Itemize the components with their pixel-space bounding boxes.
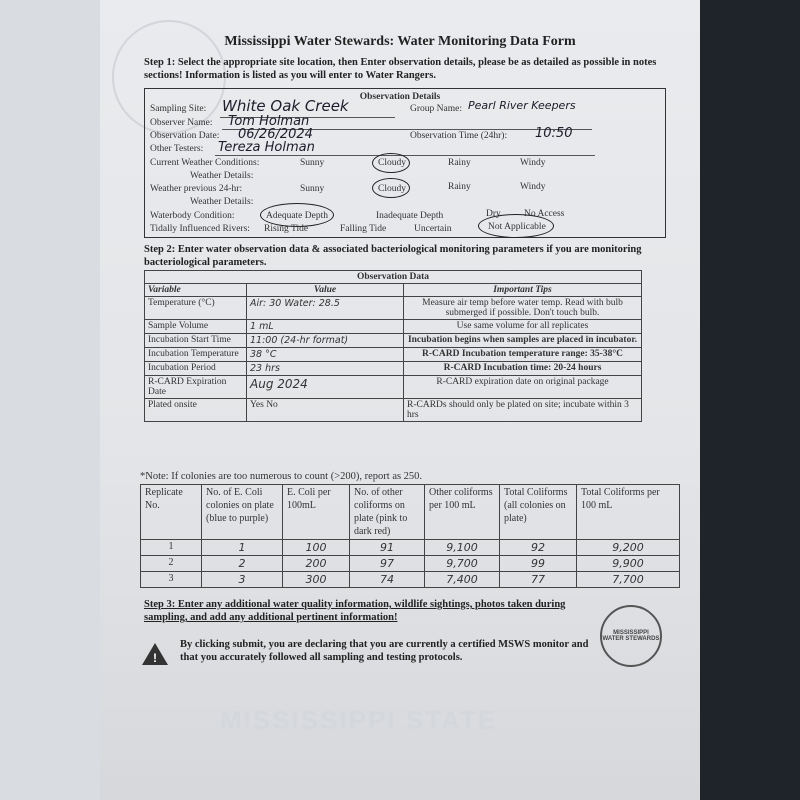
cf-cell[interactable]: 9,700 [425, 556, 500, 572]
cf-cell[interactable]: 74 [350, 572, 425, 588]
col-tips: Important Tips [404, 284, 642, 297]
tidal-selected-circle [478, 214, 554, 238]
obs-details-header: Observation Details [359, 92, 441, 102]
table-row [145, 320, 642, 334]
row-tip: Incubation begins when samples are placed in incubator. [404, 334, 642, 348]
row-tip: R-CARD Incubation temperature range: 35-38°C [404, 348, 642, 362]
col-variable: Variable [145, 284, 247, 297]
sampling-site-label: Sampling Site: [150, 104, 207, 114]
cf-cell[interactable]: 3 [202, 572, 283, 588]
note-text: *Note: If colonies are too numerous to count (>200), report as 250. [140, 471, 423, 482]
cf-cell[interactable]: 9,200 [577, 540, 680, 556]
waterbody-label: Waterbody Condition: [150, 211, 235, 221]
weather-prev-label: Weather previous 24-hr: [150, 184, 243, 194]
cf-cell[interactable]: 100 [283, 540, 350, 556]
row-value[interactable]: Air: 30 Water: 28.5 [247, 297, 404, 320]
row-variable: Incubation Period [145, 362, 247, 376]
cf-cell[interactable]: 2 [202, 556, 283, 572]
tidal-not-applicable[interactable]: Not Applicable [488, 222, 546, 232]
cf-cell[interactable]: 92 [500, 540, 577, 556]
col-value: Value [247, 284, 404, 297]
cf-cell[interactable]: 300 [283, 572, 350, 588]
row-value[interactable]: 38 °C [247, 348, 404, 362]
current-weather-selected-circle [372, 153, 410, 173]
weather-prev-windy[interactable]: Windy [520, 182, 546, 192]
row-tip: R-CARD Incubation time: 20-24 hours [404, 362, 642, 376]
tidal-rising[interactable]: Rising Tide [264, 224, 309, 234]
table-row [145, 376, 642, 399]
weather-details-label-2: Weather Details: [190, 197, 254, 207]
cf-header: Other coliforms per 100 mL [425, 485, 500, 540]
tidal-label: Tidally Influenced Rivers: [150, 224, 250, 234]
observation-date-value[interactable]: 06/26/2024 [238, 127, 313, 142]
weather-prev-selected-circle [372, 178, 410, 198]
weather-details-label: Weather Details: [190, 171, 254, 181]
row-tip: R-CARDs should only be plated on site; incubate within 3 hrs [404, 399, 642, 422]
row-tip: R-CARD expiration date on original package [404, 376, 642, 399]
row-variable: Sample Volume [145, 320, 247, 334]
row-value[interactable]: 23 hrs [247, 362, 404, 376]
other-testers-label: Other Testers: [150, 144, 204, 154]
current-weather-windy[interactable]: Windy [520, 158, 546, 168]
table-row [141, 556, 680, 572]
background-right [700, 0, 800, 800]
row-variable: Temperature (°C) [145, 297, 247, 320]
other-testers-value[interactable]: Tereza Holman [218, 140, 315, 155]
observation-time-label: Observation Time (24hr): [410, 131, 508, 141]
observation-time-value[interactable]: 10:50 [535, 126, 573, 141]
row-value[interactable]: Aug 2024 [247, 376, 404, 399]
current-weather-cloudy[interactable]: Cloudy [378, 158, 406, 168]
cf-cell: 2 [141, 556, 202, 572]
step3-text: Step 3: Enter any additional water quality information, wildlife sightings, photos taken during sampling, and add any additional pertinent information! [144, 599, 566, 623]
weather-prev-sunny[interactable]: Sunny [300, 184, 325, 194]
cf-cell: 1 [141, 540, 202, 556]
cf-header: No. of other coliforms on plate (pink to dark red) [350, 485, 425, 540]
row-value[interactable]: 11:00 (24-hr format) [247, 334, 404, 348]
table-row [145, 348, 642, 362]
observer-name-value[interactable]: Tom Holman [228, 114, 310, 129]
cf-header: Total Coliforms (all colonies on plate) [500, 485, 577, 540]
weather-prev-rainy[interactable]: Rainy [448, 182, 471, 192]
cf-cell[interactable]: 99 [500, 556, 577, 572]
cf-cell[interactable]: 9,100 [425, 540, 500, 556]
table-row [145, 334, 642, 348]
cf-header: Replicate No. [141, 485, 202, 540]
table-row [145, 297, 642, 320]
row-value[interactable]: Yes No [247, 399, 404, 422]
current-weather-rainy[interactable]: Rainy [448, 158, 471, 168]
cf-header: Total Coliforms per 100 mL [577, 485, 680, 540]
cf-cell[interactable]: 97 [350, 556, 425, 572]
observation-date-label: Observation Date: [150, 131, 220, 141]
waterbody-adequate[interactable]: Adequate Depth [266, 211, 328, 221]
row-variable: Incubation Start Time [145, 334, 247, 348]
row-tip: Measure air temp before water temp. Read with bulb submerged if possible. Don't touch bulb. [404, 297, 642, 320]
row-variable: Plated onsite [145, 399, 247, 422]
watermark-text: MISSISSIPPI STATE [220, 705, 498, 735]
msws-seal-icon [600, 605, 662, 667]
cf-cell[interactable]: 200 [283, 556, 350, 572]
cf-cell[interactable]: 7,400 [425, 572, 500, 588]
cf-cell[interactable]: 77 [500, 572, 577, 588]
observation-data-table [144, 270, 642, 422]
current-weather-label: Current Weather Conditions: [150, 158, 260, 168]
seal-text: MISSISSIPPI WATER STEWARDS [602, 630, 660, 642]
cf-header: No. of E. Coli colonies on plate (blue to purple) [202, 485, 283, 540]
waterbody-dry[interactable]: Dry [486, 209, 501, 219]
cf-header: E. Coli per 100mL [283, 485, 350, 540]
table-row [145, 362, 642, 376]
current-weather-sunny[interactable]: Sunny [300, 158, 325, 168]
submit-declaration: By clicking submit, you are declaring that you are currently a certified MSWS monitor and that you accurately followed all sampling and testing protocols. [180, 639, 589, 663]
form-title: Mississippi Water Stewards: Water Monitoring Data Form [224, 34, 576, 49]
background-left [0, 0, 100, 800]
weather-prev-cloudy[interactable]: Cloudy [378, 184, 406, 194]
group-name-label: Group Name: [410, 104, 462, 114]
cf-cell[interactable]: 7,700 [577, 572, 680, 588]
table-row [141, 572, 680, 588]
cf-cell[interactable]: 91 [350, 540, 425, 556]
tidal-falling[interactable]: Falling Tide [340, 224, 387, 234]
observer-name-label: Observer Name: [150, 118, 213, 128]
row-value[interactable]: 1 mL [247, 320, 404, 334]
warning-exclamation-icon: ! [153, 651, 157, 665]
waterbody-no-access[interactable]: No Access [524, 209, 565, 219]
table-row [145, 399, 642, 422]
row-variable: Incubation Temperature [145, 348, 247, 362]
waterbody-inadequate[interactable]: Inadequate Depth [376, 211, 444, 221]
row-tip: Use same volume for all replicates [404, 320, 642, 334]
step2-text: Step 2: Enter water observation data & associated bacteriological monitoring parameters if you are monitoring bacteriological parameters. [144, 244, 642, 268]
cf-cell: 3 [141, 572, 202, 588]
table-row [141, 540, 680, 556]
sampling-site-value[interactable]: White Oak Creek [222, 97, 349, 115]
coliform-table [140, 484, 680, 588]
cf-cell[interactable]: 1 [202, 540, 283, 556]
obs-data-header: Observation Data [145, 271, 642, 284]
group-name-value[interactable]: Pearl River Keepers [468, 99, 576, 112]
cf-cell[interactable]: 9,900 [577, 556, 680, 572]
form-paper [100, 0, 700, 800]
tidal-uncertain[interactable]: Uncertain [414, 224, 452, 234]
step1-text: Step 1: Select the appropriate site location, then Enter observation details, please be as detailed as possible in notes sections! Information is listed as you will enter to Water Rangers. [144, 57, 657, 81]
row-variable: R-CARD Expiration Date [145, 376, 247, 399]
